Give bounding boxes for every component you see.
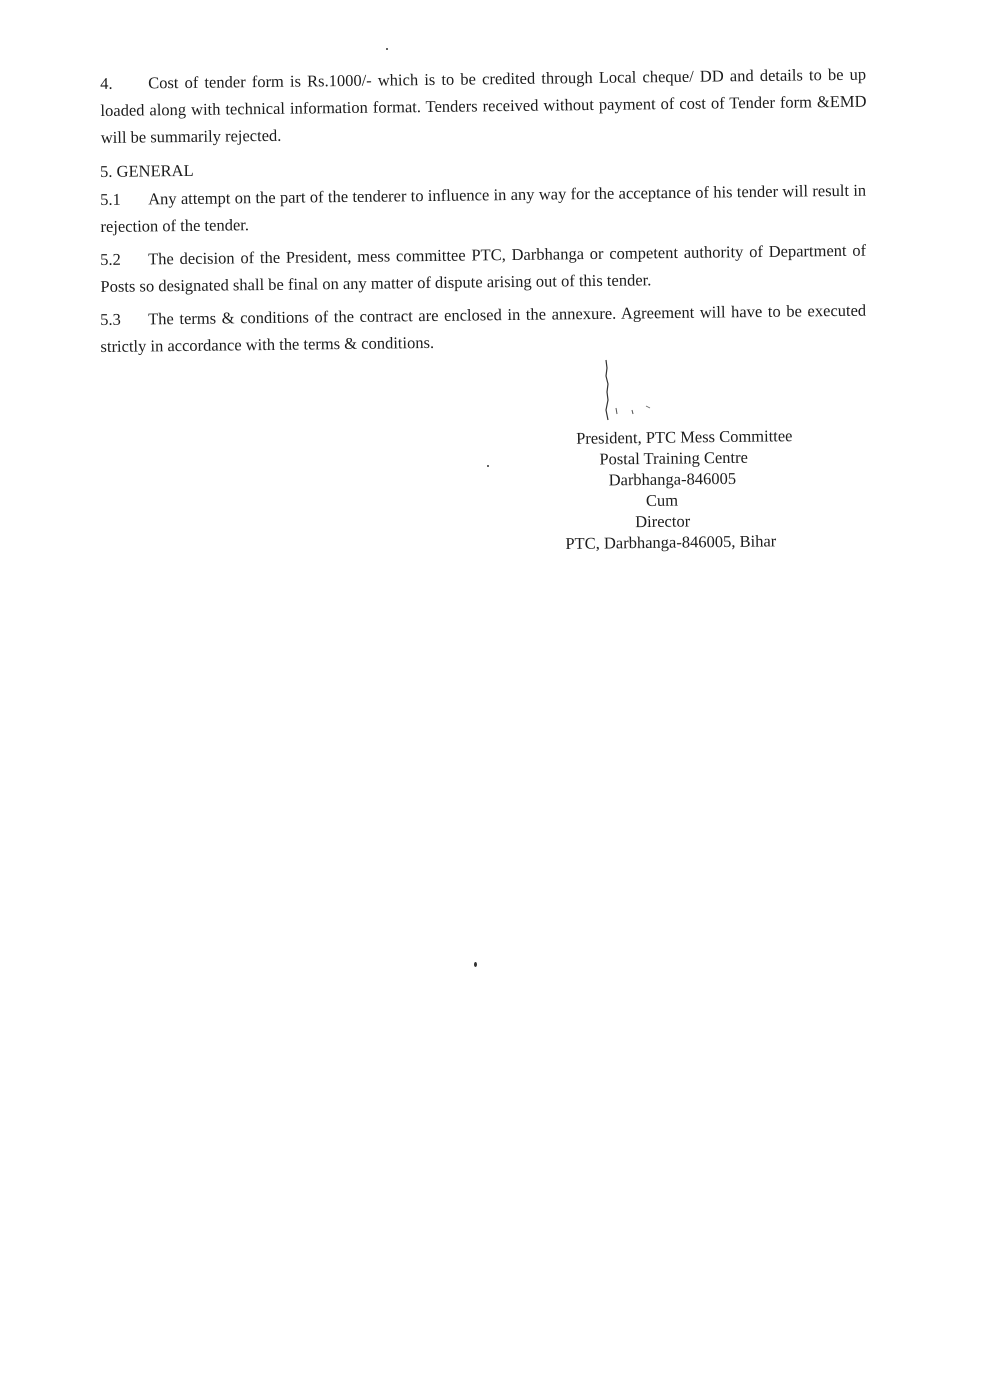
paragraph-5-1 (100, 177, 867, 240)
paragraph-number: 5.2 (100, 249, 121, 269)
paragraph-4 (100, 61, 867, 151)
handwritten-signature (598, 358, 668, 428)
paragraph-text: Cost of tender form is Rs.1000/- which is to be credited through Local cheque/ DD and details to be up loaded along with technical information format. Tenders received without payment of cost of Tender form &EMD will be summarily rejected. (100, 64, 867, 147)
signatory-designation: Director (635, 511, 691, 532)
paragraph-5-2 (100, 237, 867, 300)
signatory-location: Darbhanga-846005 (608, 468, 737, 490)
scan-speck (386, 48, 388, 50)
paragraph-number: 5.3 (100, 309, 121, 329)
paragraph-text: The decision of the President, mess committee PTC, Darbhanga or competent authority of Department of Posts so designated shall be final on any matter of dispute arising out of this tender. (100, 240, 867, 296)
paragraph-5-3 (100, 297, 867, 360)
signatory-organization: Postal Training Centre (599, 447, 749, 469)
paragraph-text: Any attempt on the part of the tenderer to influence in any way for the acceptance of his tender will result in rejection of the tender. (100, 180, 867, 236)
paragraph-number: 4. (100, 73, 113, 93)
section-heading-general: 5. GENERAL (100, 160, 194, 181)
signatory-cum: Cum (645, 490, 679, 510)
paragraph-number: 5.1 (100, 189, 121, 209)
scan-speck (474, 962, 477, 967)
signature-block (560, 425, 822, 554)
paragraph-text: The terms & conditions of the contract are enclosed in the annexure. Agreement will have to be executed strictly in accordance with the terms & conditions. (100, 300, 867, 356)
signatory-title: President, PTC Mess Committee (576, 426, 793, 448)
scan-speck (487, 465, 489, 467)
signatory-address: PTC, Darbhanga-846005, Bihar (565, 531, 777, 553)
